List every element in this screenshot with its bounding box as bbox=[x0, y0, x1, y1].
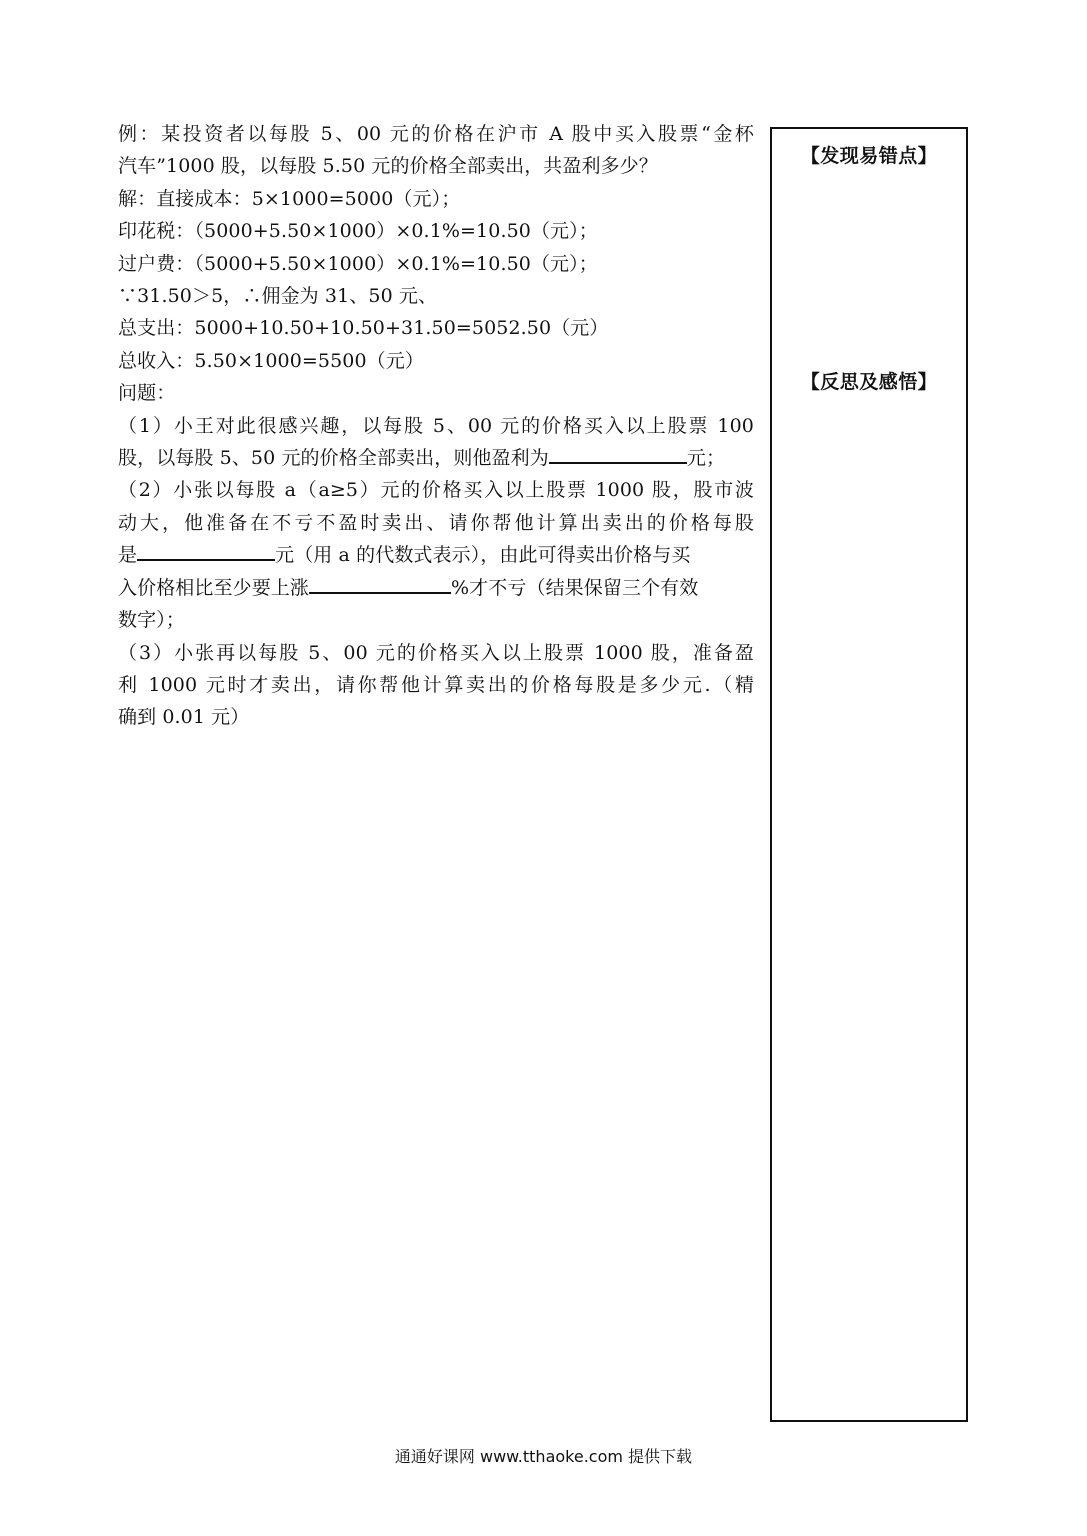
example-line-2: 汽车”1000 股，以每股 5.50 元的价格全部卖出，共盈利多少？ bbox=[118, 155, 658, 178]
question-2-line-1: （2）小张以每股 a（a≥5）元的价格买入以上股票 1000 股，股市波 bbox=[118, 479, 754, 502]
question-1-line-2 bbox=[118, 442, 754, 474]
question-2-line-2: 动大，他准备在不亏不盈时卖出、请你帮他计算出卖出的价格每股 bbox=[118, 511, 754, 534]
question-3-line-3: 确到 0.01 元） bbox=[118, 706, 250, 729]
solution-direct-cost: 解：直接成本：5×1000=5000（元）； bbox=[118, 187, 461, 210]
question-2-text-b: 元（用 a 的代数式表示），由此可得卖出价格与买 bbox=[275, 544, 691, 567]
questions-heading: 问题： bbox=[118, 382, 176, 405]
question-2-line-3 bbox=[118, 539, 754, 571]
question-2-line-4 bbox=[118, 572, 754, 604]
question-1-line-1: （1）小王对此很感兴趣，以每股 5、00 元的价格买入以上股票 100 bbox=[118, 414, 754, 437]
question-2-text-a: 是 bbox=[118, 544, 138, 567]
solution-transfer-fee: 过户费：（5000+5.50×1000）×0.1%=10.50（元）； bbox=[118, 252, 598, 275]
question-3-line-2: 利 1000 元时才卖出，请你帮他计算卖出的价格每股是多少元.（精 bbox=[118, 673, 754, 696]
heading-reflection: 【反思及感悟】 bbox=[800, 371, 938, 393]
solution-total-expense: 总支出：5000+10.50+10.50+31.50=5052.50（元） bbox=[118, 317, 609, 340]
answer-blank-2[interactable] bbox=[137, 541, 275, 561]
notes-sidebar bbox=[770, 127, 968, 1422]
main-content bbox=[118, 118, 754, 734]
question-2-text-c: 入价格相比至少要上涨 bbox=[118, 576, 310, 599]
heading-find-errors: 【发现易错点】 bbox=[800, 145, 938, 167]
solution-stamp-tax: 印花税：（5000+5.50×1000）×0.1%=10.50（元）； bbox=[118, 220, 598, 243]
question-2-line-5: 数字）； bbox=[118, 609, 185, 632]
footer-credit: 通通好课网 www.tthaoke.com 提供下载 bbox=[394, 1447, 693, 1466]
example-line-1: 例：某投资者以每股 5、00 元的价格在沪市 A 股中买入股票“金杯 bbox=[118, 123, 754, 145]
answer-blank-3[interactable] bbox=[309, 574, 451, 594]
answer-blank-1[interactable] bbox=[549, 444, 687, 464]
question-1-unit: 元； bbox=[686, 447, 726, 470]
question-3-line-1: （3）小张再以每股 5、00 元的价格买入以上股票 1000 股，准备盈 bbox=[118, 641, 754, 664]
question-1-text: 股，以每股 5、50 元的价格全部卖出，则他盈利为 bbox=[118, 447, 549, 470]
solution-total-income: 总收入：5.50×1000=5500（元） bbox=[118, 349, 424, 372]
question-2-text-d: %才不亏（结果保留三个有效 bbox=[451, 576, 699, 599]
solution-commission: ∵31.50＞5，∴佣金为 31、50 元、 bbox=[118, 285, 438, 308]
